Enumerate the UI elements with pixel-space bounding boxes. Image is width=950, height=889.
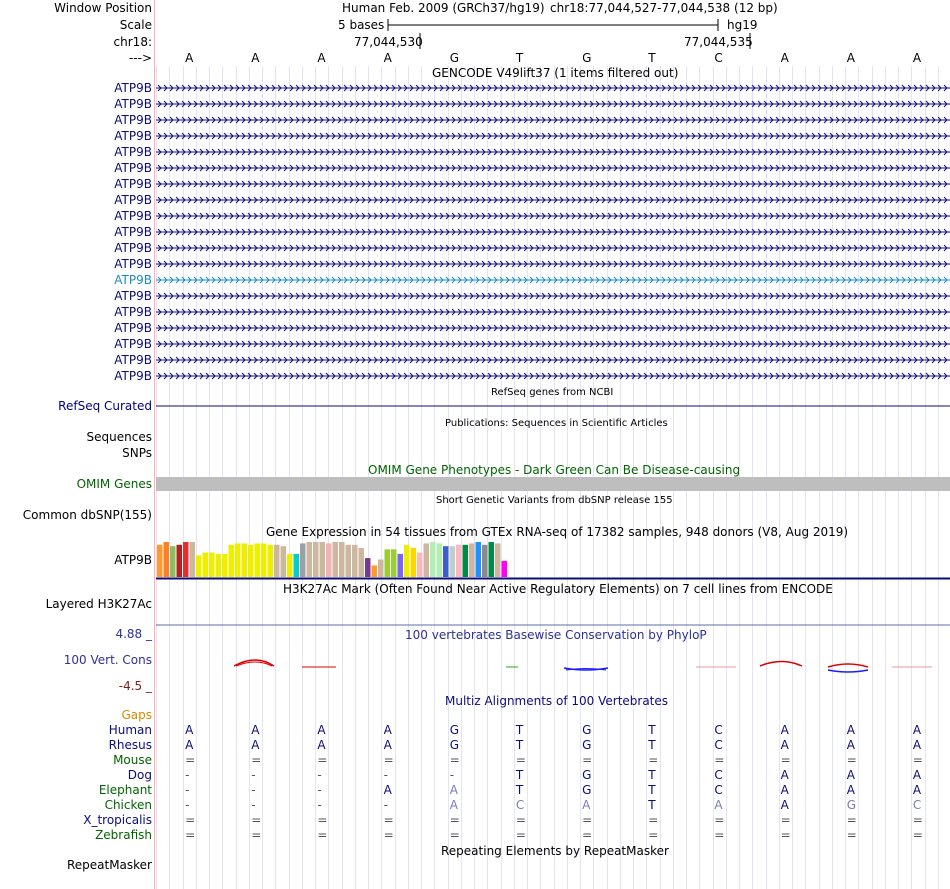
ruler-base: A — [317, 51, 326, 65]
aligned-base: = — [912, 813, 923, 827]
dbsnp-track-title[interactable]: Short Genetic Variants from dbSNP release 155 — [436, 495, 673, 506]
gtex-tissue-bar — [300, 543, 306, 577]
aligned-base: = — [317, 753, 328, 767]
aligned-base: G — [449, 723, 460, 737]
ruler-base: T — [648, 51, 656, 65]
gencode-gene-label[interactable]: ATP9B — [114, 97, 152, 111]
ruler-base: A — [780, 51, 789, 65]
aligned-base: C — [714, 738, 723, 752]
gencode-transcript[interactable] — [156, 291, 950, 301]
aligned-base: A — [449, 783, 458, 797]
aligned-base: G — [846, 798, 857, 812]
h3k27ac-label[interactable]: Layered H3K27Ac — [45, 597, 152, 611]
phylop-wiggle[interactable] — [156, 655, 950, 680]
aligned-base: G — [582, 738, 592, 752]
gtex-tissue-bar — [489, 542, 495, 577]
aligned-base: = — [317, 813, 328, 827]
phylop-peak — [234, 660, 274, 666]
aligned-base: = — [648, 753, 659, 767]
publications-track-title[interactable]: Publications: Sequences in Scientific Articles — [445, 418, 668, 429]
gtex-tissue-bar — [502, 561, 508, 577]
db-name: hg19 — [727, 18, 758, 32]
gencode-gene-label[interactable]: ATP9B — [114, 337, 152, 351]
ruler-base: A — [912, 51, 922, 65]
gencode-gene-label[interactable]: ATP9B — [114, 321, 152, 335]
species-label[interactable]: Human — [108, 723, 152, 737]
aligned-base: = — [912, 753, 923, 767]
gtex-tissue-bar — [385, 549, 391, 577]
gtex-bar-chart[interactable] — [156, 541, 950, 581]
gencode-transcript[interactable] — [156, 339, 950, 349]
gtex-tissue-bar — [261, 543, 267, 577]
gtex-tissue-bar — [242, 543, 248, 577]
gencode-transcript[interactable] — [156, 147, 950, 157]
gtex-tissue-bar — [307, 542, 313, 577]
gencode-gene-label[interactable]: ATP9B — [114, 209, 152, 223]
gtex-tissue-bar — [268, 545, 274, 577]
aligned-base: T — [515, 723, 524, 737]
gtex-tissue-bar — [417, 553, 423, 578]
gencode-transcript[interactable] — [156, 163, 950, 173]
gtex-tissue-bar — [222, 554, 228, 577]
gencode-track-title[interactable]: GENCODE V49lift37 (1 items filtered out) — [432, 66, 679, 80]
gencode-transcript[interactable] — [156, 323, 950, 333]
aligned-base: A — [251, 723, 260, 737]
aligned-base: G — [582, 783, 592, 797]
gencode-gene-label[interactable]: ATP9B — [114, 129, 152, 143]
gtex-tissue-bar — [294, 554, 300, 577]
aligned-base: = — [383, 813, 394, 827]
refseq-track-title[interactable]: RefSeq genes from NCBI — [491, 387, 614, 398]
gtex-tissue-bar — [443, 546, 449, 577]
gencode-transcript[interactable] — [156, 179, 950, 189]
dbsnp-label[interactable]: Common dbSNP(155) — [22, 508, 152, 522]
repeatmasker-track-title[interactable]: Repeating Elements by RepeatMasker — [441, 844, 669, 858]
gtex-tissue-bar — [450, 546, 456, 577]
gtex-tissue-bar — [274, 545, 280, 577]
gencode-transcript[interactable] — [156, 115, 950, 125]
aligned-base: T — [515, 783, 524, 797]
gtex-tissue-bar — [424, 543, 430, 577]
aligned-base: C — [714, 723, 723, 737]
coord-tick-right — [749, 33, 753, 49]
aligned-base: A — [383, 783, 392, 797]
aligned-base: T — [648, 783, 656, 797]
aligned-base: - — [449, 768, 455, 782]
aligned-base: = — [846, 753, 857, 767]
aligned-base: = — [846, 813, 857, 827]
scale-bar — [385, 18, 725, 32]
aligned-base: A — [912, 783, 922, 797]
multiz-track-title[interactable]: Multiz Alignments of 100 Vertebrates — [445, 694, 669, 708]
gencode-transcript[interactable] — [156, 99, 950, 109]
aligned-base: - — [185, 798, 190, 812]
aligned-base: - — [317, 798, 322, 812]
aligned-base: T — [648, 738, 656, 752]
aligned-base: = — [251, 828, 262, 842]
gencode-gene-label[interactable]: ATP9B — [114, 289, 152, 303]
aligned-base: A — [780, 768, 789, 782]
gtex-tissue-bar — [398, 554, 404, 577]
h3k27ac-baseline — [156, 624, 950, 627]
gtex-tissue-bar — [209, 553, 215, 578]
gtex-tissue-bar — [411, 548, 417, 577]
gtex-tissue-bar — [372, 565, 378, 577]
gtex-tissue-bar — [469, 543, 475, 577]
aligned-base: A — [383, 723, 392, 737]
aligned-base: - — [251, 783, 256, 797]
ruler-base: C — [714, 51, 723, 65]
gtex-tissue-bar — [365, 558, 371, 577]
aligned-base: A — [317, 738, 326, 752]
aligned-base: G — [449, 738, 460, 752]
phylop-dip — [828, 670, 868, 672]
aligned-base: C — [515, 798, 525, 812]
gtex-tissue-bar — [326, 543, 332, 577]
species-label[interactable]: Mouse — [113, 753, 152, 767]
aligned-base: = — [714, 753, 725, 767]
aligned-base: A — [780, 783, 789, 797]
phylop-peak — [828, 664, 868, 667]
coord-left: 77,044,530 — [354, 35, 423, 49]
aligned-base: A — [185, 738, 194, 752]
aligned-base: = — [648, 828, 659, 842]
gtex-tissue-bar — [157, 545, 163, 577]
aligned-base: = — [251, 753, 262, 767]
gtex-tissue-bar — [313, 542, 319, 577]
species-label[interactable]: Dog — [127, 768, 152, 782]
aligned-base: T — [648, 768, 656, 782]
gtex-tissue-bar — [333, 542, 339, 577]
gtex-tissue-bar — [203, 553, 209, 578]
aligned-base: = — [582, 813, 593, 827]
phylop-label[interactable]: 100 Vert. Cons — [63, 653, 152, 667]
aligned-base: = — [582, 828, 593, 842]
species-label[interactable]: X_tropicalis — [83, 813, 152, 827]
species-label[interactable]: Zebrafish — [95, 828, 152, 842]
aligned-base: = — [449, 813, 460, 827]
aligned-base: - — [185, 768, 190, 782]
coord-right: 77,044,535 — [684, 35, 753, 49]
aligned-base: T — [648, 798, 656, 812]
assembly-info: Human Feb. 2009 (GRCh37/hg19) — [342, 1, 545, 15]
gtex-tissue-bar — [235, 543, 241, 577]
aligned-base: A — [582, 798, 591, 812]
ruler-base: G — [582, 51, 592, 65]
aligned-base: = — [317, 828, 328, 842]
gencode-gene-label[interactable]: ATP9B — [114, 241, 152, 255]
ruler-base: G — [449, 51, 460, 65]
gtex-tissue-bar — [437, 543, 443, 577]
aligned-base: = — [515, 753, 526, 767]
coord-tick-left — [419, 33, 423, 49]
aligned-base: C — [912, 798, 922, 812]
gtex-tissue-bar — [359, 548, 365, 577]
gtex-tissue-bar — [281, 546, 287, 577]
gtex-tissue-bar — [248, 545, 254, 577]
gencode-gene-label[interactable]: ATP9B — [114, 113, 152, 127]
gencode-transcript[interactable] — [156, 211, 950, 221]
omim-gene-bar[interactable] — [156, 477, 950, 491]
aligned-base: A — [846, 738, 855, 752]
gencode-gene-label[interactable]: ATP9B — [114, 177, 152, 191]
aligned-base: A — [846, 768, 855, 782]
aligned-base: = — [582, 753, 593, 767]
phylop-track-title[interactable]: 100 vertebrates Basewise Conservation by PhyloP — [405, 628, 707, 642]
aligned-base: A — [780, 723, 789, 737]
aligned-base: = — [515, 813, 526, 827]
aligned-base: A — [846, 783, 855, 797]
phylop-max-label: 4.88 _ — [115, 627, 152, 641]
aligned-base: G — [582, 723, 592, 737]
aligned-base: = — [449, 828, 460, 842]
gencode-transcript[interactable] — [156, 259, 950, 269]
aligned-base: - — [317, 783, 322, 797]
repeatmasker-label[interactable]: RepeatMasker — [66, 858, 152, 872]
gtex-tissue-bar — [190, 542, 196, 577]
refseq-label[interactable]: RefSeq Curated — [58, 399, 152, 413]
ruler-base: A — [185, 51, 194, 65]
gtex-tissue-bar — [482, 545, 488, 577]
gencode-transcript[interactable] — [156, 307, 950, 317]
aligned-base: A — [449, 798, 458, 812]
ruler-base: A — [846, 51, 855, 65]
gtex-tissue-bar — [287, 554, 293, 577]
scale-text: 5 bases — [338, 18, 385, 32]
phylop-min-label: -4.5 _ — [118, 679, 152, 693]
gtex-tissue-bar — [476, 542, 482, 577]
aligned-base: - — [251, 798, 256, 812]
gtex-track-title[interactable]: Gene Expression in 54 tissues from GTEx RNA-seq of 17382 samples, 948 donors (V8, Aug 2019) — [266, 525, 849, 539]
ruler-base: A — [251, 51, 260, 65]
gencode-transcript[interactable] — [156, 195, 950, 205]
chrom-label: chr18: — [113, 35, 152, 49]
aligned-base: A — [846, 723, 855, 737]
sequences-label[interactable]: Sequences — [86, 430, 152, 444]
aligned-base: = — [185, 813, 196, 827]
gencode-transcript[interactable] — [156, 243, 950, 253]
aligned-base: A — [780, 798, 789, 812]
gtex-tissue-bar — [430, 542, 436, 577]
ruler-base: T — [515, 51, 524, 65]
aligned-base: = — [383, 828, 394, 842]
gtex-tissue-bar — [170, 546, 176, 577]
gtex-tissue-bar — [352, 545, 358, 577]
aligned-base: = — [449, 753, 460, 767]
gtex-label[interactable]: ATP9B — [114, 553, 152, 567]
species-label[interactable]: Chicken — [104, 798, 152, 812]
gtex-tissue-bar — [183, 542, 189, 577]
gtex-tissue-bar — [378, 560, 384, 578]
ruler-base: A — [383, 51, 392, 65]
aligned-base: = — [251, 813, 262, 827]
species-label[interactable]: Elephant — [98, 783, 152, 797]
aligned-base: = — [185, 828, 196, 842]
gencode-gene-label[interactable]: ATP9B — [114, 369, 152, 383]
aligned-base: C — [714, 783, 723, 797]
aligned-base: - — [185, 783, 190, 797]
omim-label[interactable]: OMIM Genes — [76, 477, 152, 491]
aligned-base: A — [251, 738, 260, 752]
scale-label: Scale — [119, 18, 152, 32]
aligned-base: A — [780, 738, 789, 752]
aligned-base: A — [383, 738, 392, 752]
gencode-gene-label[interactable]: ATP9B — [114, 353, 152, 367]
refseq-gene-line[interactable] — [156, 405, 950, 408]
aligned-base: A — [185, 723, 194, 737]
omim-track-title[interactable]: OMIM Gene Phenotypes - Dark Green Can Be Disease-causing — [368, 463, 741, 477]
gtex-tissue-bar — [229, 545, 235, 577]
gencode-transcript[interactable] — [156, 83, 950, 93]
window-position-label: Window Position — [54, 1, 152, 15]
aligned-base: = — [846, 828, 857, 842]
aligned-base: = — [648, 813, 659, 827]
aligned-base: C — [714, 768, 723, 782]
gtex-tissue-bar — [391, 549, 397, 577]
gencode-gene-label[interactable]: ATP9B — [114, 305, 152, 319]
gtex-tissue-bar — [164, 542, 170, 577]
gtex-tissue-bar — [196, 555, 202, 577]
gtex-tissue-bar — [404, 545, 410, 577]
gencode-transcript[interactable] — [156, 275, 950, 285]
aligned-base: = — [912, 828, 923, 842]
aligned-base: A — [317, 723, 326, 737]
aligned-base: T — [515, 768, 524, 782]
aligned-base: = — [714, 813, 725, 827]
aligned-base: = — [185, 753, 196, 767]
aligned-base: = — [780, 813, 791, 827]
aligned-base: = — [383, 753, 394, 767]
gencode-gene-label[interactable]: ATP9B — [114, 81, 152, 95]
aligned-base: = — [780, 828, 791, 842]
gaps-label[interactable]: Gaps — [121, 708, 152, 722]
aligned-base: A — [912, 723, 922, 737]
aligned-base: = — [515, 828, 526, 842]
aligned-base: - — [383, 798, 388, 812]
gencode-gene-label[interactable]: ATP9B — [114, 225, 152, 239]
gencode-transcript[interactable] — [156, 131, 950, 141]
gtex-tissue-bar — [339, 542, 345, 577]
gencode-transcript[interactable] — [156, 355, 950, 365]
gencode-gene-label[interactable]: ATP9B — [114, 145, 152, 159]
gtex-tissue-bar — [495, 543, 501, 577]
gtex-tissue-bar — [456, 545, 462, 577]
aligned-base: = — [780, 753, 791, 767]
aligned-base: A — [912, 738, 922, 752]
species-label[interactable]: Rhesus — [108, 738, 152, 752]
gencode-gene-label[interactable]: ATP9B — [114, 193, 152, 207]
aligned-base: - — [383, 768, 388, 782]
snps-label[interactable]: SNPs — [122, 446, 152, 460]
h3k27ac-track-title[interactable]: H3K27Ac Mark (Often Found Near Active Regulatory Elements) on 7 cell lines from ENCODE — [283, 582, 833, 596]
gtex-tissue-bar — [255, 543, 261, 577]
gtex-tissue-bar — [346, 545, 352, 577]
aligned-base: G — [582, 768, 592, 782]
aligned-base: A — [714, 798, 723, 812]
aligned-base: - — [317, 768, 322, 782]
gencode-transcript[interactable] — [156, 371, 950, 381]
aligned-base: A — [912, 768, 922, 782]
gtex-tissue-bar — [463, 545, 469, 577]
phylop-peak — [760, 662, 802, 667]
position-text[interactable]: chr18:77,044,527-77,044,538 (12 bp) — [550, 1, 778, 15]
aligned-base: - — [251, 768, 256, 782]
gencode-gene-label[interactable]: ATP9B — [114, 273, 152, 287]
strand-label: ---> — [128, 51, 152, 65]
aligned-base: T — [648, 723, 656, 737]
gtex-tissue-bar — [216, 554, 222, 577]
gencode-gene-label[interactable]: ATP9B — [114, 257, 152, 271]
gencode-gene-label[interactable]: ATP9B — [114, 161, 152, 175]
gtex-tissue-bar — [177, 545, 183, 577]
gtex-tissue-bar — [320, 542, 326, 577]
aligned-base: T — [515, 738, 524, 752]
aligned-base: = — [714, 828, 725, 842]
gencode-transcript[interactable] — [156, 227, 950, 237]
